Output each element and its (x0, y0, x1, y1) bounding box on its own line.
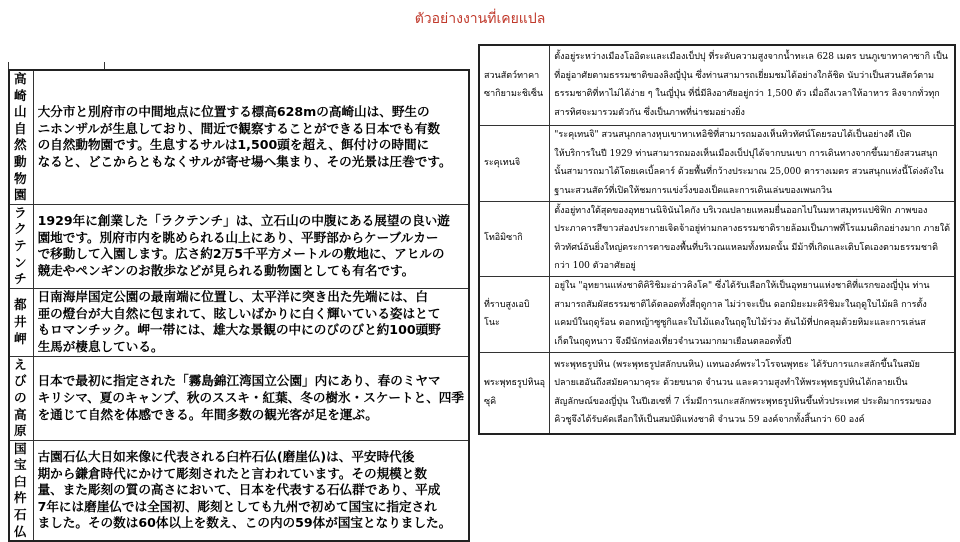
place-description (550, 125, 955, 201)
description-line: 亜の燈台が大自然に包まれて、眩しいばかりに白く輝いている姿はとて (37, 305, 441, 321)
description-line: ました。その数は60体以上を数え、この内の59体が国宝となりました。 (37, 515, 452, 531)
table-row (9, 70, 469, 204)
description-line: อยู่ใน "อุทยานแห่งชาติคิริชิมะอ่าวคิงโค" ซึ่งได้รับเลือกให้เป็นอุทยานแห่งชาติที่แรกของญี่ปุ่น ท่าน (554, 281, 930, 291)
description-line: を通じて自然を体感できる。年間多数の観光客が足を運ぶ。 (37, 406, 378, 422)
place-name: สวนสัตว์ทาคาซากิยามะชิเซ็น (479, 45, 550, 125)
description-line: ประภาคารสีขาวส่องประกายเจิดจ้าอยู่ท่ามกลางธรรมชาติรายล้อมเป็นภาพที่โรแมนติกอย่างมาก ภายใต้ (554, 224, 950, 234)
description-line: สารทิศจะมารวมตัวกัน ซึ่งเป็นภาพที่น่าชมอย่างยิ่ง (554, 107, 745, 118)
place-description (550, 276, 955, 352)
description-line: ฐานะสวนสัตว์ที่เปิดให้ชมการแข่งวิ่งของเป็ดและการเดินเล่นของเพนกวิน (554, 185, 833, 196)
place-description (33, 288, 469, 356)
place-description (33, 70, 469, 204)
table-row (479, 276, 955, 352)
place-description (550, 45, 955, 125)
place-name: えびの高原 (9, 356, 33, 440)
description-line: なると、どこからともなくサルが寄せ場へ集まり、その光景は圧巻です。 (37, 153, 452, 169)
description-line: พระพุทธรูปหิน (พระพุทธรูปสลักบนหิน) แทนองค์พระไวโรจนพุทธะ ได้รับการแกะสลักขึ้นในสมัย (554, 359, 920, 370)
description-line: 量、また彫刻の質の高さにおいて、日本を代表する石仏群であり、平成 (37, 482, 441, 498)
description-line: ทิวทัศน์อันยิ่งใหญ่ตระการตาของพื้นที่บริเวณแหลมทั้งหมดนั้น มีม้าที่เกิดและเติบโตเองตามธรรมชาติ (554, 242, 938, 253)
description-line: สามารถสัมผัสธรรมชาติได้ตลอดทั้งสี่ฤดูกาล ไม่ว่าจะเป็น ดอกมิยะมะคิริชิมะในฤดูใบไม้ผลิ การตั้ง (554, 299, 927, 310)
place-name: ラクテンチ (9, 204, 33, 288)
description-line: 日南海岸国定公園の最南端に位置し、太平洋に突き出た先端には、白 (37, 289, 428, 305)
table-row (9, 356, 469, 440)
description-line: キリシマ、夏のキャンプ、秋のススキ・紅葉、冬の樹氷・スケートと、四季 (37, 389, 464, 405)
place-name: ที่ราบสูงเอบิโนะ (479, 276, 550, 352)
place-name: 国宝臼杵石仏 (9, 440, 33, 541)
table-row (479, 201, 955, 276)
description-line: もロマンチック。岬一帯には、雄大な景観の中にのびのびと約100頭野 (37, 322, 441, 338)
description-line: นั้นสามารถมาได้โดยเคเบิ้ลคาร์ ด้วยพื้นที่กว้างประมาณ 25,000 ตารางเมตร สวนสนุกแห่งนี้โด่งดังใน (554, 167, 944, 177)
table-row (9, 204, 469, 288)
description-line: 期から鎌倉時代にかけて彫刻されたと言われています。その規模と数 (37, 465, 427, 481)
page-title: ตัวอย่างงานที่เคยแปล (414, 11, 546, 27)
description-line: 1929年に創業した「ラクテンチ」は、立石山の中腹にある展望の良い遊 (37, 213, 450, 229)
description-line: "ระคุเทนจิ" สวนสนุกกลางหุบเขาทาเทอิชิที่สามารถมองเห็นทิวทัศน์โดยรอบได้เป็นอย่างดี เปิด (554, 130, 912, 140)
table-row (479, 352, 955, 434)
table-row (479, 125, 955, 201)
description-line: ที่อยู่อาศัยตามธรรมชาติของลิงญี่ปุ่น ซึ่งท่านสามารถเยี่ยมชมได้อย่างใกล้ชิด นับว่าเป็นสวนสัตว์ตาม (554, 70, 935, 81)
description-line: ตั้งอยู่ทางใต้สุดของอุทยานนิจินันไคกัง บริเวณปลายแหลมยื่นออกไปในมหาสมุทรแปซิฟิก ภาพของ (554, 205, 928, 216)
table-row (9, 440, 469, 541)
table-row (479, 45, 955, 125)
description-line: ปลายเฮอันถึงสมัยคามาคุระ ด้วยขนาด จำนวน และความสูงทำให้พระพุทธรูปหินได้กลายเป็น (554, 378, 908, 389)
description-line: ธรรมชาติที่หาไม่ได้ง่าย ๆ ในญี่ปุ่น ที่นี่มีลิงอาศัยอยู่กว่า 1,500 ตัว เมื่อถึงเวลาให้อาหาร ลิงจากทั่วทุก (554, 89, 940, 100)
place-name: 都井岬 (9, 288, 33, 356)
description-line: で移動して入園します。広さ約2万5千平方メートルの敷地に、アヒルの (37, 246, 445, 262)
thai-table (478, 44, 956, 435)
description-line: 大分市と別府市の中間地点に位置する標高628mの高崎山は、野生の (37, 104, 430, 120)
place-name: โทอิมิซากิ (479, 201, 550, 276)
japanese-table (8, 69, 470, 542)
description-line: คิวชูจึงได้รับคัดเลือกให้เป็นสมบัติแห่งชาติ จำนวน 59 องค์จากทั้งสิ้นกว่า 60 องค์ (554, 415, 865, 426)
description-line: สัญลักษณ์ของญี่ปุ่น ในปีเฮเซที่ 7 เริ่มมีการแกะสลักพระพุทธรูปหินขึ้นทั่วประเทศ ประติมากรรมของ (554, 396, 932, 407)
description-line: 7年には磨崖仏では全国初、彫刻としても九州で初めて国宝に指定され (37, 498, 437, 514)
place-name: 高崎山自然動物園 (9, 70, 33, 204)
place-description (550, 352, 955, 434)
place-description (33, 204, 469, 288)
place-description (33, 356, 469, 440)
place-description (550, 201, 955, 276)
place-name: พระพุทธรูปหินอุซุคิ (479, 352, 550, 434)
place-name: ระคุเทนจิ (479, 125, 550, 201)
description-line: 日本で最初に指定された「霧島錦江湾国立公園」内にあり、春のミヤマ (37, 373, 441, 389)
description-line: 園地です。別府市内を眺められる山上にあり、平野部からケーブルカー (37, 229, 439, 245)
description-line: ニホンザルが生息しており、間近で観察することができる日本でも有数 (37, 120, 440, 136)
description-line: 競走やペンギンのお散歩などが見られる動物園としても有名です。 (37, 262, 415, 278)
place-description (33, 440, 469, 541)
description-line: 生馬が棲息している。 (37, 338, 164, 354)
description-line: の自然動物園です。生息するサルは1,500頭を超え、餌付けの時間に (37, 137, 430, 153)
description-line: เก็ตในฤดูหนาว จึงมีนักท่องเที่ยวจำนวนมากมาเยือนตลอดทั้งปี (554, 336, 792, 347)
description-line: ให้บริการในปี 1929 ท่านสามารถมองเห็นเมืองเบ็ปปุได้จากบนเขา การเดินทางจากขึ้นมายังสวนสนุก (554, 148, 938, 159)
description-line: แคมป์ในฤดูร้อน ดอกหญ้าซูซูกิและใบไม้แดงในฤดูใบไม้ร่วง ต้นไม้ที่ปกคลุมด้วยหิมะและการเล่นส (554, 318, 926, 328)
description-line: กว่า 100 ตัวอาศัยอยู่ (554, 261, 636, 271)
description-line: 古園石仏大日如来像に代表される臼杵石仏(磨崖仏)は、平安時代後 (37, 448, 415, 464)
description-line: ตั้งอยู่ระหว่างเมืองโออิตะและเมืองเบ็ปปุ ที่ระดับความสูงจากน้ำทะเล 628 เมตร บนภูเขาทาคาซากิ เป็น (554, 52, 948, 63)
table-row (9, 288, 469, 356)
